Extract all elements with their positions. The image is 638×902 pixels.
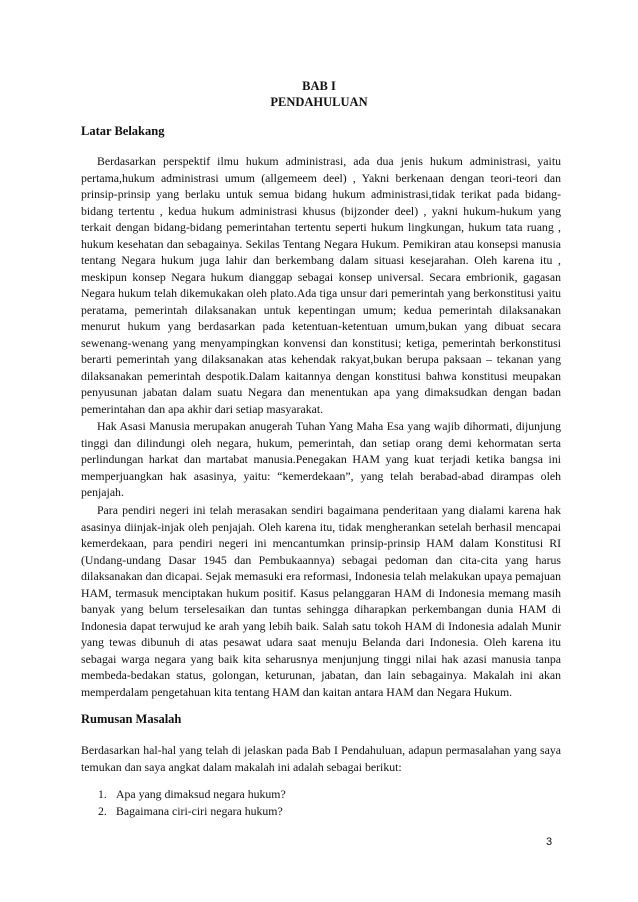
paragraph-text: Berdasarkan perspektif ilmu hukum administrasi, ada dua jenis hukum administrasi, yaitu pertama,hukum administrasi umum (allgemeem deel) , Yakni berkenaan dengan teori-teori dan prinsip-prinsip yang berlaku untuk semua bidang hukum administrasi,tidak terikat pada bidang-bidang tertentu , kedua hukum administrasi khusus (bijzonder deel) , yakni hukum-hukum yang terkait dengan bidang-bidang pemerintahan tertentu seperti hukum lingkungan, hukum tata ruang , hukum kesehatan dan sebagainya. Sekilas Tentang Negara Hukum. Pemikiran atau konsepsi manusia tentang Negara hukum juga lahir dan berkembang dalam situasi kesejarahan. Oleh karena itu , meskipun konsep Negara hukum dianggap sebagai konsep universal. Secara embrionik, gagasan Negara hukum telah dikemukakan oleh plato.Ada tiga unsur dari pemerintah yang berkonstitusi yaitu peratama, pemerintah dilaksanakan untuk kepentingan umum; kedua pemerintah dilaksanakan menurut hukum yang berdasarkan pada ketentuan-ketentuan umum,bukan yang dibuat secara sewenang-wenang yang menyampingkan konvensi dan konstitusi; ketiga, pemerintah berkonstitusi berarti pemerintah yang dilaksanakan atas kehendak rakyat,bukan berupa paksaan – tekanan yang dilaksanakan pemerintah despotik.Dalam kaitannya dengan konstitusi bahwa konstitusi meupakan penyusunan jabatan dalam suatu Negara dan menentukan apa yang dimaksudkan dengan badan pemerintahan dan apa akhir dari setiap masyarakat. (81, 154, 561, 416)
list-text: Bagaimana ciri-ciri negara hukum? (116, 803, 283, 818)
page-number: 3 (546, 836, 553, 848)
chapter-title: PENDAHULUAN (270, 95, 368, 109)
paragraph-text: Para pendiri negeri ini telah merasakan sendiri bagaimana penderitaan yang dialami karena hak asasinya diinjak-injak oleh penjajah. Oleh karena itu, tidak mengherankan setelah berhasil mencapai kemerdekaan, para pendiri negeri ini mencantumkan prinsip-prinsip HAM dalam Konstitusi RI (Undang-undang Dasar 1945 dan Pembukaannya) sebagai pedoman dan cita-cita yang harus dilaksanakan dan dicapai. Sejak memasuki era reformasi, Indonesia telah melakukan upaya pemajuan HAM, termasuk menciptakan hukum positif. Kasus pelanggaran HAM di Indonesia memang masih banyak yang belum terselesaikan dan tuntas sehingga diharapkan perkembangan dunia HAM di Indonesia dapat terwujud ke arah yang lebih baik. Salah satu tokoh HAM di Indonesia adalah Munir yang tewas dibunuh di atas pesawat udara saat menuju Belanda dari Indonesia. Oleh karena itu sebagai warga negara yang baik kita seharusnya menjunjung tinggi nilai hak azasi manusia tanpa membeda-bedakan status, golongan, keturunan, jabatan, dan lain sebagainya. Makalah ini akan memperdalam pengetahuan kita tentang HAM dan kaitan antara HAM dan Negara Hukum. (81, 503, 561, 699)
section-heading-latar-belakang: Latar Belakang (81, 124, 165, 138)
chapter-label: BAB I (302, 79, 336, 93)
list-item (98, 803, 286, 820)
paragraph-text: Berdasarkan hal-hal yang telah di jelaskan pada Bab I Pendahuluan, adapun permasalahan yang saya temukan dan saya angkat dalam makalah ini adalah sebagai berikut: (81, 743, 561, 774)
rumusan-intro-paragraph (81, 742, 561, 775)
list-text: Apa yang dimaksud negara hukum? (116, 787, 286, 801)
paragraph-1 (81, 153, 561, 417)
paragraph-text: Hak Asasi Manusia merupakan anugerah Tuhan Yang Maha Esa yang wajib dihormati, dijunjung tinggi dan dilindungi oleh negara, hukum, pemerintah, dan setiap orang demi kehormatan serta perlindungan harkat dan martabat manusia.Penegakan HAM yang kuat terjadi ketika bangsa ini memperjuangkan hak asasinya, yaitu: “kemerdekaan”, yang telah berabad-abad dirampas oleh penjajah. (81, 419, 561, 499)
list-number: 1. (98, 787, 107, 801)
paragraph-3 (81, 502, 561, 700)
list-item (98, 786, 286, 803)
section-heading-rumusan-masalah: Rumusan Masalah (81, 712, 182, 726)
question-list (98, 786, 286, 819)
list-number: 2. (98, 803, 107, 818)
paragraph-2 (81, 418, 561, 501)
